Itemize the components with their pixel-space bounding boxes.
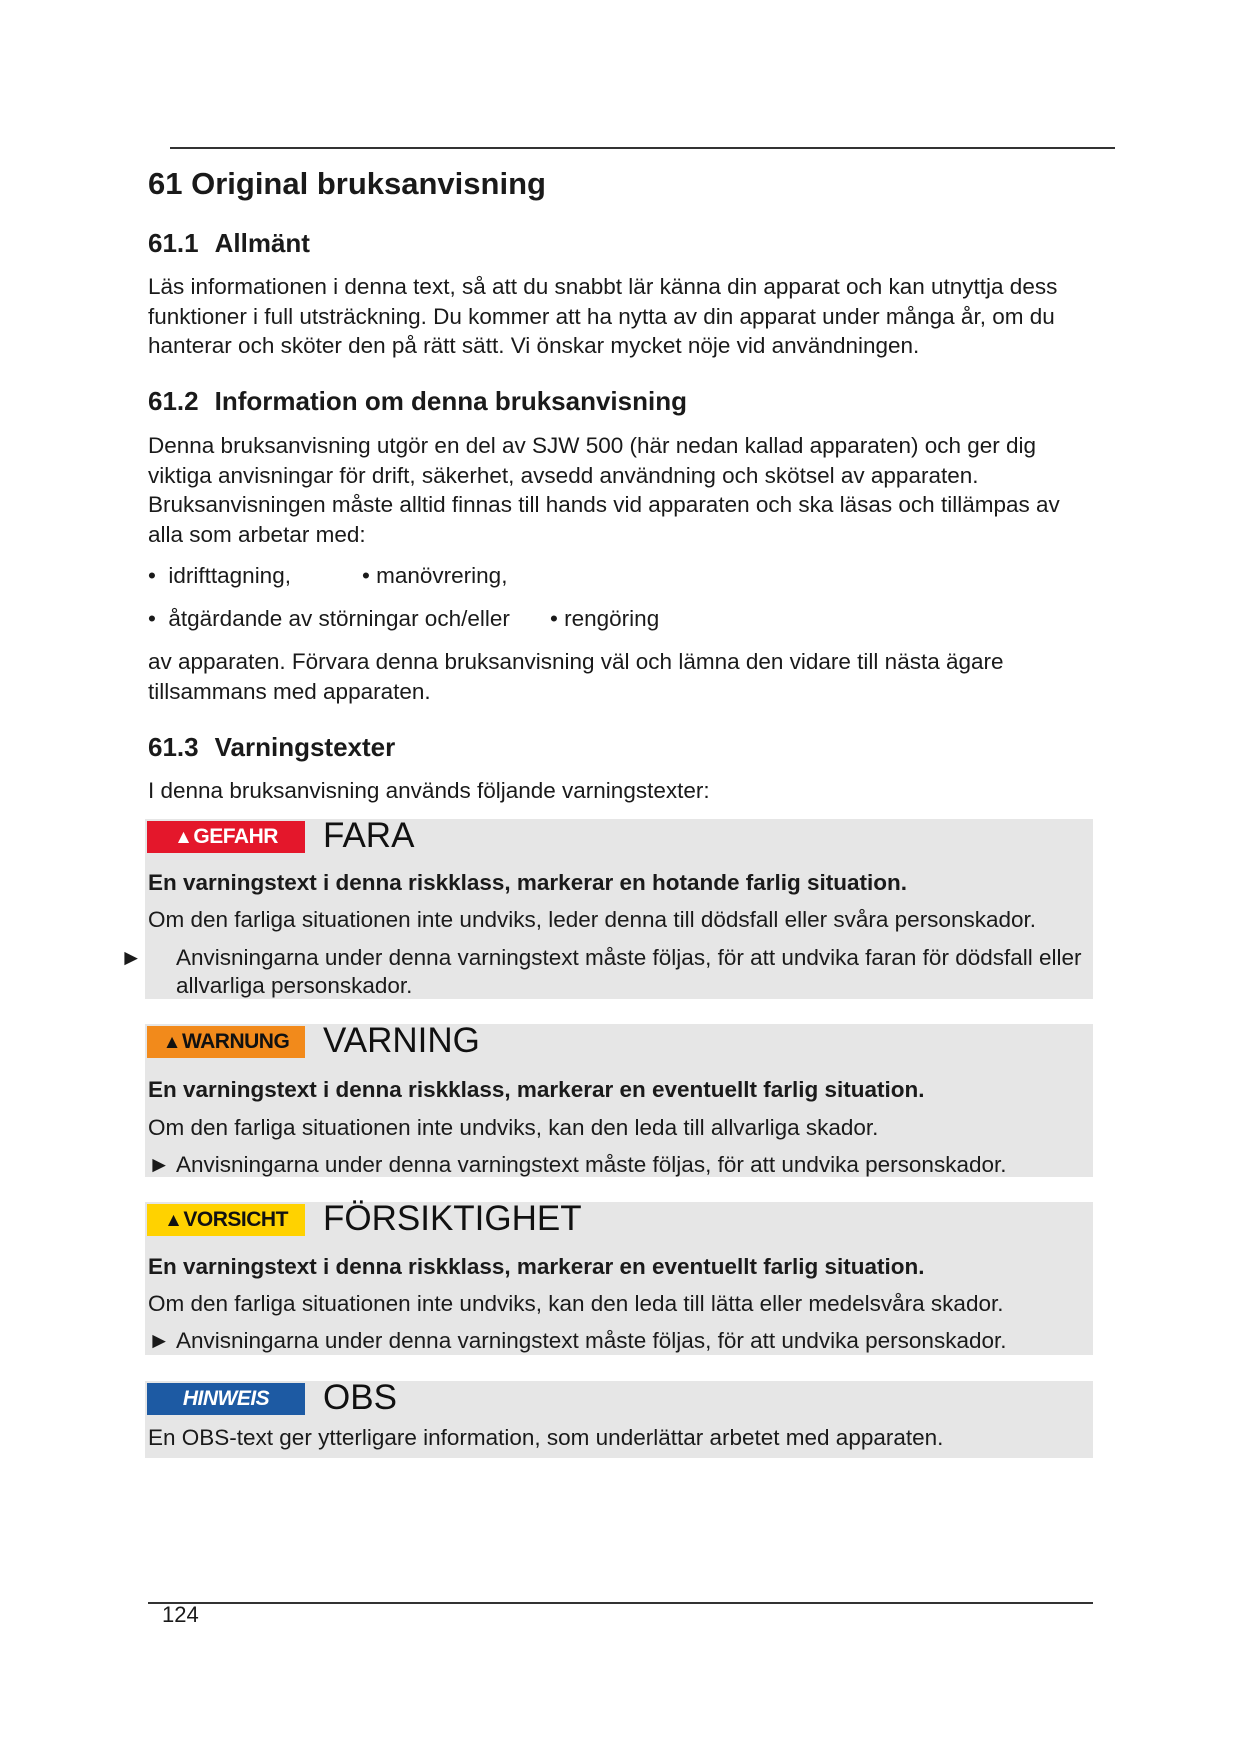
warning-instruction: ► Anvisningarna under denna varningstext måste följas, för att undvika personskador. xyxy=(148,1152,1007,1177)
signal-word: FARA xyxy=(323,816,415,855)
info-paragraph: Denna bruksanvisning utgör en del av SJW 500 (här nedan kallad apparaten) och ger dig viktiga anvisningar för drift, säkerhet, avsedd användning och skötsel av apparaten. Bruksanvisningen måste alltid finnas till hands vid apparaten och ska läsas och tillämpas av alla som arbetar med: xyxy=(148,433,1060,547)
caution-warning-box xyxy=(145,1199,1093,1355)
arrow-right-icon: ► xyxy=(120,945,143,970)
caution-badge: ▲VORSICHT xyxy=(147,1204,305,1236)
info-closing-paragraph: av apparaten. Förvara denna bruksanvisning väl och lämna den vidare till nästa ägare tillsammans med apparaten. xyxy=(148,649,1004,704)
warning-triangle-icon: ▲ xyxy=(174,827,193,848)
warning-badge: ▲WARNUNG xyxy=(147,1026,305,1058)
section-title: Allmänt xyxy=(214,228,310,258)
warnings-intro: I denna bruksanvisning används följande varningstexter: xyxy=(148,778,710,803)
note-text: En OBS-text ger ytterligare information, som underlättar arbetet med apparaten. xyxy=(148,1425,944,1450)
warning-heading: En varningstext i denna riskklass, markerar en hotande farlig situation. xyxy=(148,870,907,895)
warning-triangle-icon: ▲ xyxy=(162,1032,181,1053)
danger-warning-box xyxy=(120,816,1093,999)
footer-rule xyxy=(148,1602,1093,1604)
section-title: Varningstexter xyxy=(214,732,396,762)
warning-instruction: ► Anvisningarna under denna varningstext måste följas, för att undvika personskador. xyxy=(148,1328,1007,1353)
section-number: 61.1 xyxy=(148,228,199,258)
list-item: • åtgärdande av störningar och/eller xyxy=(148,606,510,631)
section-heading-info xyxy=(148,386,687,417)
warning-consequence: Om den farliga situationen inte undviks, kan den leda till lätta eller medelsvåra skador. xyxy=(148,1291,1004,1316)
header-rule xyxy=(170,147,1115,149)
signal-word: OBS xyxy=(323,1378,397,1417)
signal-word: VARNING xyxy=(323,1021,480,1060)
arrow-right-icon: ► xyxy=(148,1328,171,1353)
note-box xyxy=(145,1378,1093,1458)
chapter-title: 61 Original bruksanvisning xyxy=(148,166,546,201)
section-number: 61.2 xyxy=(148,386,199,416)
section-heading-warnings xyxy=(148,732,395,763)
note-badge: HINWEIS xyxy=(147,1383,305,1415)
signal-word: FÖRSIKTIGHET xyxy=(323,1199,582,1238)
list-item: • rengöring xyxy=(550,606,660,631)
section-heading-general xyxy=(148,228,310,259)
section-title: Information om denna bruksanvisning xyxy=(214,386,687,416)
list-item: • idrifttagning, xyxy=(148,563,291,588)
arrow-right-icon: ► xyxy=(148,1152,171,1177)
warning-triangle-icon: ▲ xyxy=(164,1210,183,1231)
danger-badge: ▲GEFAHR xyxy=(147,821,305,853)
general-paragraph: Läs informationen i denna text, så att du snabbt lär känna din apparat och kan utnyttja dess funktioner i full utsträckning. Du kommer att ha nytta av din apparat under många år, om du hanterar och sköter den på rätt sätt. Vi önskar mycket nöje vid användningen. xyxy=(148,274,1058,358)
warning-consequence: Om den farliga situationen inte undviks, kan den leda till allvarliga skador. xyxy=(148,1115,879,1140)
warning-heading: En varningstext i denna riskklass, markerar en eventuellt farlig situation. xyxy=(148,1254,925,1279)
warning-heading: En varningstext i denna riskklass, markerar en eventuellt farlig situation. xyxy=(148,1077,925,1102)
list-item: • manövrering, xyxy=(362,563,508,588)
warning-warning-box xyxy=(145,1021,1093,1177)
page-number: 124 xyxy=(162,1602,199,1627)
warning-instruction: ► Anvisningarna under denna varningstext måste följas, för att undvika faran för dödsfall eller allvarliga personskador. xyxy=(120,945,1082,998)
warning-consequence: Om den farliga situationen inte undviks, leder denna till dödsfall eller svåra personskador. xyxy=(148,907,1037,932)
section-number: 61.3 xyxy=(148,732,199,762)
